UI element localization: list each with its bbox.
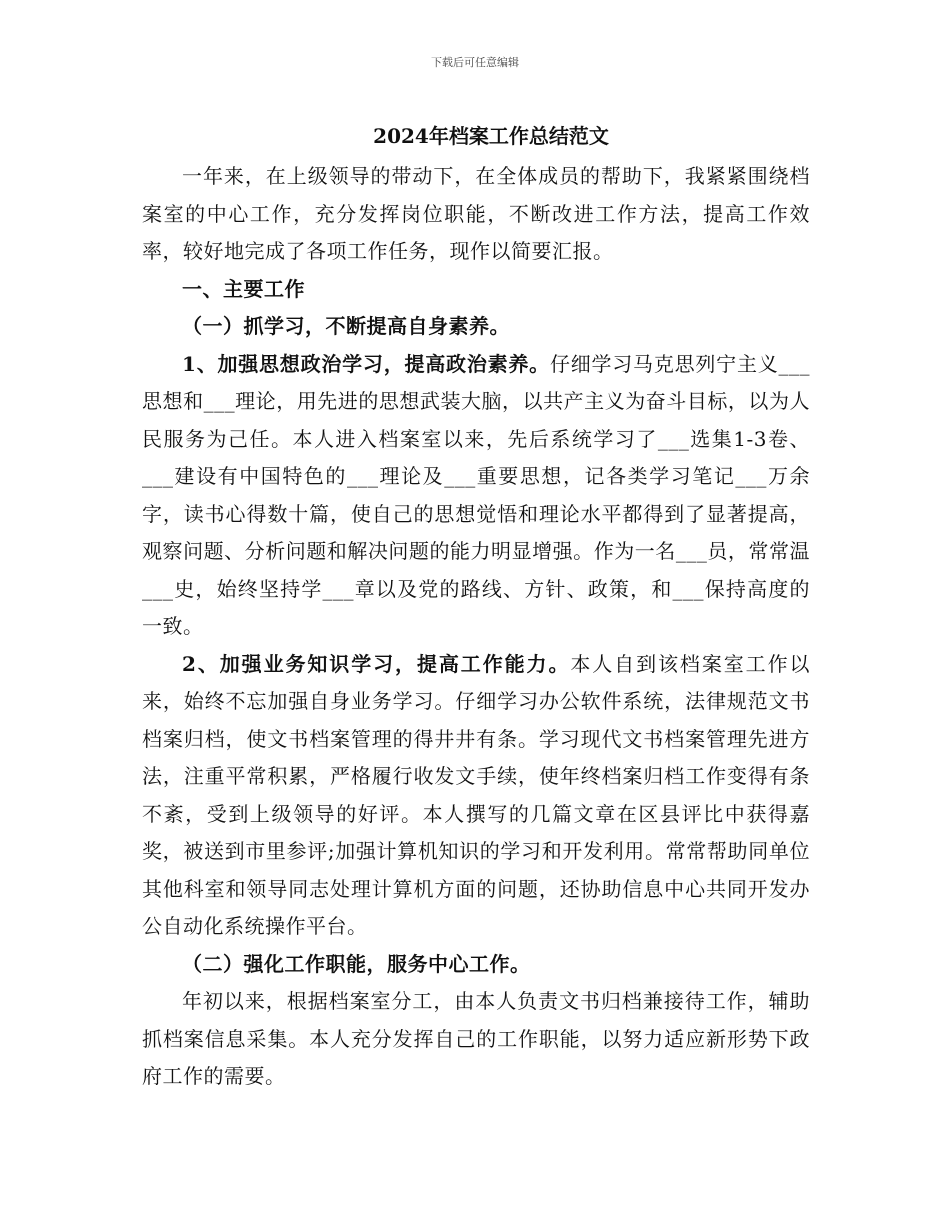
- section-heading-main-work: 一、主要工作: [182, 276, 305, 301]
- item1-lead: 1、加强思想政治学习，提高政治素养。: [182, 351, 550, 376]
- item2-paragraph: [142, 646, 810, 946]
- document-body: [142, 118, 810, 1096]
- item2-lead: 2、加强业务知识学习，提高工作能力。: [182, 651, 571, 676]
- intro-paragraph: 一年来，在上级领导的带动下，在全体成员的帮助下，我紧紧围绕档案室的中心工作，充分发挥岗位职能，不断改进工作方法，提高工作效率，较好地完成了各项工作任务，现作以简要汇报。: [142, 164, 810, 263]
- header-note: 下载后可任意编辑: [431, 56, 519, 69]
- document-title: 2024年档案工作总结范文: [373, 124, 609, 148]
- item1-paragraph: [142, 346, 810, 646]
- item2-body: 本人自到该档案室工作以来，始终不忘加强自身业务学习。仔细学习办公软件系统，法律规范文书档案归档，使文书档案管理的得井井有条。学习现代文书档案管理先进方法，注重平常积累，严格履行收发文手续，使年终档案归档工作变得有条不紊，受到上级领导的好评。本人撰写的几篇文章在区县评比中获得嘉奖，被送到市里参评;加强计算机知识的学习和开发利用。常常帮助同单位其他科室和领导同志处理计算机方面的问题，还协助信息中心共同开发办公自动化系统操作平台。: [142, 651, 810, 938]
- subsection-heading-study: （一）抓学习，不断提高自身素养。: [182, 314, 510, 338]
- last-paragraph: 年初以来，根据档案室分工，由本人负责文书归档兼接待工作，辅助抓档案信息采集。本人充分发挥自己的工作职能，以努力适应新形势下政府工作的需要。: [142, 989, 810, 1088]
- subsection-heading-function: （二）强化工作职能，服务中心工作。: [182, 951, 531, 976]
- item1-body: 仔细学习马克思列宁主义___思想和___理论，用先进的思想武装大脑，以共产主义为奋斗目标，以为人民服务为己任。本人进入档案室以来，先后系统学习了___选集1-3卷、___建设有中国特色的___理论及___重要思想，记各类学习笔记___万余字，读书心得数十篇，使自己的思想觉悟和理论水平都得到了显著提高，观察问题、分析问题和解决问题的能力明显增强。作为一名___员，常常温___史，始终坚持学___章以及党的路线、方针、政策，和___保持高度的一致。: [142, 351, 811, 638]
